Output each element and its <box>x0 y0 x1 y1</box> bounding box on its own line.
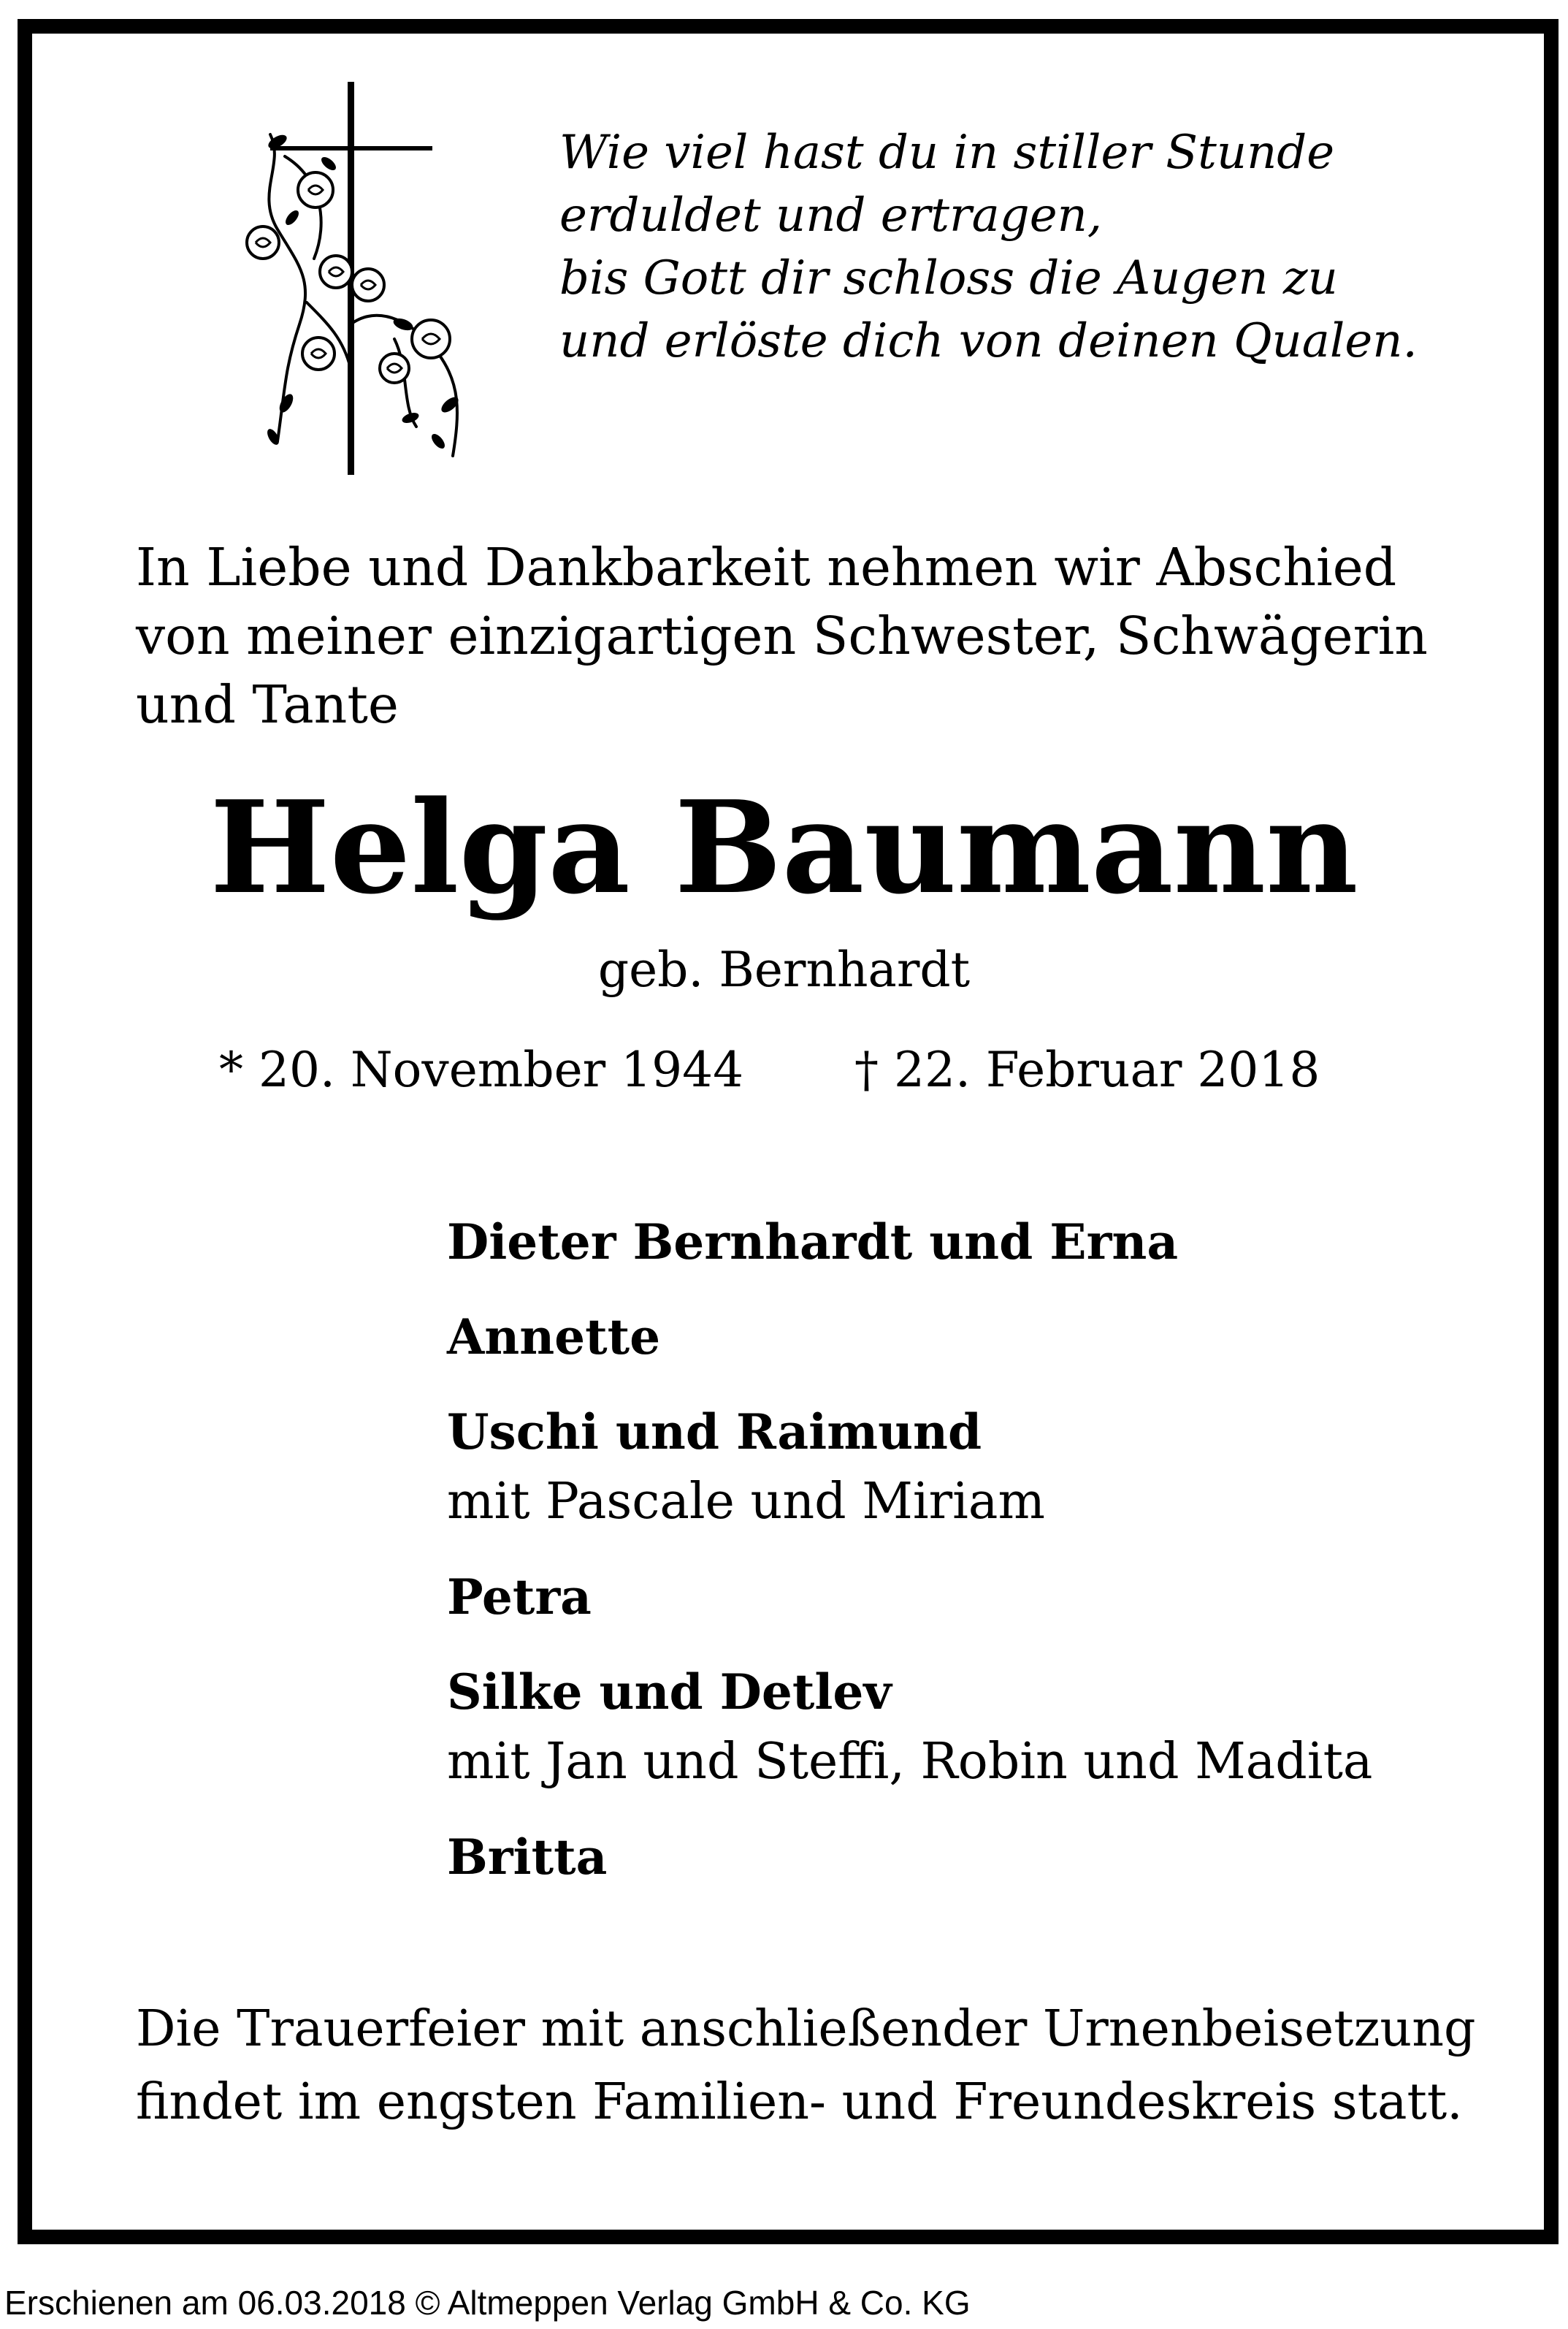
poem-line: Wie viel hast du in stiller Stunde <box>559 126 1335 180</box>
family-names: Uschi und Raimund <box>447 1403 982 1460</box>
deceased-name: Helga Baumann <box>210 774 1358 923</box>
family-names: Silke und Detlev <box>447 1663 892 1720</box>
family-names: Britta <box>447 1829 608 1886</box>
poem-verse <box>559 121 1465 373</box>
closing-line: findet im engsten Familien- und Freundeskreis statt. <box>136 2073 1463 2131</box>
family-children: mit Jan und Steffi, Robin und Madita <box>447 1733 1373 1791</box>
intro-line: von meiner einzigartigen Schwester, Schwägerin <box>136 606 1429 666</box>
publication-footer: Erschienen am 06.03.2018 © Altmeppen Verlag GmbH & Co. KG <box>4 2284 971 2322</box>
family-group <box>447 1657 1528 1797</box>
maiden-name: geb. Bernhardt <box>597 942 971 998</box>
family-group <box>447 1302 1528 1372</box>
family-names: Petra <box>447 1568 592 1625</box>
family-list <box>447 1207 1528 1917</box>
birth-date: * 20. November 1944 <box>219 1042 744 1098</box>
poem-line: bis Gott dir schloss die Augen zu <box>559 251 1338 305</box>
intro-line: In Liebe und Dankbarkeit nehmen wir Abschied <box>136 537 1397 598</box>
death-date: † 22. Februar 2018 <box>854 1042 1320 1098</box>
intro-line: und Tante <box>136 674 399 735</box>
closing-line: Die Trauerfeier mit anschließender Urnenbeisetzung <box>136 2000 1476 2058</box>
poem-line: erduldet und ertragen, <box>559 188 1103 243</box>
family-group <box>447 1397 1528 1537</box>
poem-line: und erlöste dich von deinen Qualen. <box>559 314 1418 368</box>
family-names: Dieter Bernhardt und Erna <box>447 1213 1179 1270</box>
family-group <box>447 1207 1528 1277</box>
cross-with-roses-icon <box>219 61 504 481</box>
family-group <box>447 1562 1528 1632</box>
intro-text <box>136 533 1509 739</box>
funeral-notice <box>136 1993 1509 2139</box>
family-group <box>447 1822 1528 1892</box>
life-dates <box>219 1037 1388 1103</box>
family-children: mit Pascale und Miriam <box>447 1473 1045 1531</box>
family-names: Annette <box>447 1308 661 1365</box>
